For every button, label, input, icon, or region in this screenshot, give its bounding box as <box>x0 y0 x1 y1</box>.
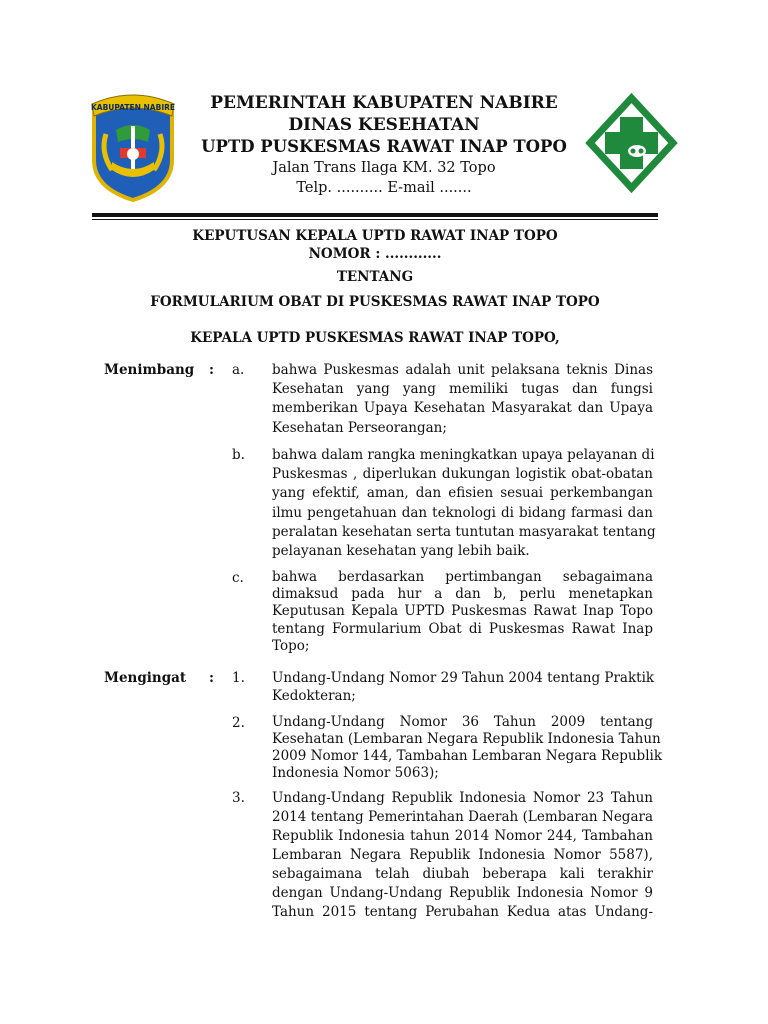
contact-info: Telp. .......... E-mail ....... <box>296 180 472 196</box>
menimbang-item-mark: a. <box>232 362 245 378</box>
text-line: Kesehatan (Lembaran Negara Republik Indonesia Tahun <box>272 731 661 747</box>
about-label: TENTANG <box>336 269 414 285</box>
text-line: sebagaimana telah diubah beberapa kali terakhir <box>272 866 653 882</box>
mengingat-item-mark: 2. <box>232 715 245 731</box>
government-name: PEMERINTAH KABUPATEN NABIRE <box>210 93 558 113</box>
text-line: bahwa Puskesmas adalah unit pelaksana teknis Dinas <box>272 362 653 378</box>
emblem-banner-text: KABUPATEN NABIRE <box>90 103 176 112</box>
decree-number: NOMOR : ............ <box>308 246 442 262</box>
puskesmas-logo <box>585 93 678 193</box>
mengingat-item-mark: 3. <box>232 790 245 806</box>
text-line: yang efektif, aman, dan efisien sesuai perkembangan <box>272 485 653 502</box>
decree-title: KEPUTUSAN KEPALA UPTD RAWAT INAP TOPO <box>192 228 558 244</box>
mengingat-label: Mengingat <box>104 670 187 686</box>
mengingat-item-text <box>272 669 653 705</box>
address: Jalan Trans Ilaga KM. 32 Topo <box>272 160 496 176</box>
text-line: Tahun 2015 tentang Perubahan Kedua atas Undang- <box>272 904 653 920</box>
text-line: bahwa dalam rangka meningkatkan upaya pelayanan di <box>272 447 655 463</box>
mengingat-colon: : <box>209 670 214 686</box>
text-line: dimaksud pada hur a dan b, perlu menetapkan <box>272 586 653 603</box>
text-line: Indonesia Nomor 5063); <box>272 765 439 781</box>
mengingat-item-text <box>272 714 663 782</box>
text-line: 2009 Nomor 144, Tambahan Lembaran Negara Republik <box>272 748 663 764</box>
text-line: dengan Undang-Undang Republik Indonesia Nomor 9 <box>272 885 653 901</box>
text-line: Undang-Undang Nomor 29 Tahun 2004 tentang Praktik <box>272 670 655 686</box>
issuer-title: KEPALA UPTD PUSKESMAS RAWAT INAP TOPO, <box>190 330 560 346</box>
text-line: Topo; <box>272 637 310 654</box>
mengingat-item-mark: 1. <box>232 670 245 686</box>
menimbang-item-text <box>272 569 653 655</box>
text-line: 2014 tentang Pemerintahan Daerah (Lembaran Negara <box>272 809 653 825</box>
mengingat-item-text <box>272 789 653 922</box>
text-line: bahwa berdasarkan pertimbangan sebagaimana <box>272 569 653 585</box>
header-divider-thin <box>92 219 658 220</box>
institution-name: UPTD PUSKESMAS RAWAT INAP TOPO <box>201 137 567 156</box>
decree-subject: FORMULARIUM OBAT DI PUSKESMAS RAWAT INAP TOPO <box>150 294 600 310</box>
text-line: Puskesmas , diperlukan dukungan logistik obat-obatan <box>272 466 653 483</box>
menimbang-item-text <box>272 446 656 561</box>
regency-emblem-logo <box>88 90 178 202</box>
text-line: Republik Indonesia tahun 2014 Nomor 244, Tambahan <box>272 828 653 844</box>
text-line: ilmu pengetahuan dan teknologi di bidang farmasi dan <box>272 504 653 521</box>
text-line: Kesehatan yang yang memiliki tugas dan fungsi <box>272 381 653 398</box>
letterhead-text <box>190 92 578 198</box>
menimbang-item-mark: c. <box>232 570 244 586</box>
text-line: Lembaran Negara Republik Indonesia Nomor 5587), <box>272 847 653 863</box>
menimbang-colon: : <box>209 362 214 378</box>
text-line: Kesehatan Perseorangan; <box>272 419 447 436</box>
text-line: tentang Formularium Obat di Puskesmas Rawat Inap <box>272 620 653 637</box>
text-line: Keputusan Kepala UPTD Puskesmas Rawat Inap Topo <box>272 603 653 620</box>
text-line: peralatan kesehatan serta tuntutan masyarakat tentang <box>272 523 656 540</box>
text-line: pelayanan kesehatan yang lebih baik. <box>272 543 530 560</box>
menimbang-item-mark: b. <box>232 447 245 463</box>
text-line: Undang-Undang Nomor 36 Tahun 2009 tentang <box>272 714 653 730</box>
menimbang-label: Menimbang <box>104 362 195 378</box>
text-line: Kedokteran; <box>272 688 356 704</box>
text-line: Undang-Undang Republik Indonesia Nomor 23 Tahun <box>272 790 653 806</box>
header-divider-thick <box>92 213 658 217</box>
menimbang-item-text <box>272 361 653 438</box>
text-line: memberikan Upaya Kesehatan Masyarakat dan Upaya <box>272 400 653 417</box>
department-name: DINAS KESEHATAN <box>288 115 480 135</box>
